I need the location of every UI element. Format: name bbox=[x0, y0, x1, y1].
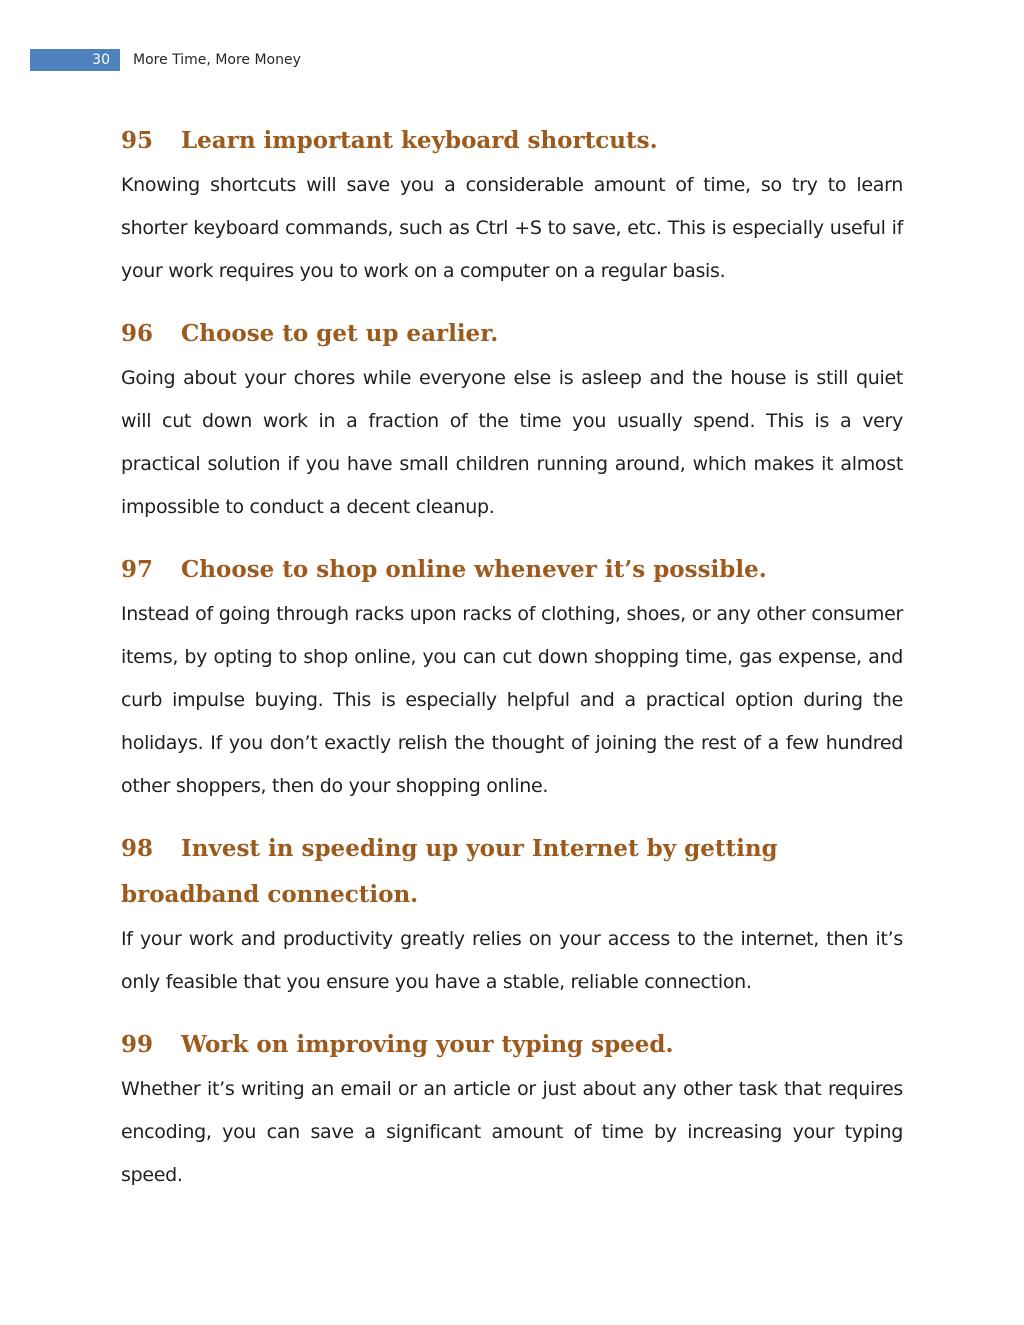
tip-title: Invest in speeding up your Internet by getting broadband connection. bbox=[121, 835, 778, 908]
page-header bbox=[30, 49, 350, 71]
tip-body: Knowing shortcuts will save you a considerable amount of time, so try to learn shorter keyboard commands, such as Ctrl +S to save, etc. This is especially useful if your work requires you to work on a computer on a regular basis. bbox=[121, 174, 903, 282]
page-content bbox=[121, 118, 903, 1215]
tip-number: 99 bbox=[121, 1031, 154, 1058]
tip-heading bbox=[121, 547, 903, 593]
tip-body: Whether it’s writing an email or an article or just about any other task that requires encoding, you can save a significant amount of time by increasing your typing speed. bbox=[121, 1078, 903, 1186]
tip-number: 95 bbox=[121, 127, 154, 154]
tip-title: Choose to get up earlier. bbox=[181, 320, 499, 347]
book-title: More Time, More Money bbox=[133, 52, 301, 68]
tip-title: Choose to shop online whenever it’s possible. bbox=[181, 556, 767, 583]
tip-title: Learn important keyboard shortcuts. bbox=[181, 127, 658, 154]
tip-97 bbox=[121, 547, 903, 808]
tip-heading bbox=[121, 311, 903, 357]
tip-number: 98 bbox=[121, 835, 154, 862]
tip-98 bbox=[121, 826, 903, 1004]
page-number: 30 bbox=[92, 52, 110, 68]
page-number-badge bbox=[30, 49, 120, 71]
tip-body: If your work and productivity greatly relies on your access to the internet, then it’s only feasible that you ensure you have a stable, reliable connection. bbox=[121, 928, 903, 993]
tip-body: Instead of going through racks upon racks of clothing, shoes, or any other consumer items, by opting to shop online, you can cut down shopping time, gas expense, and curb impulse buying. This is especially helpful and a practical option during the holidays. If you don’t exactly relish the thought of joining the rest of a few hundred other shoppers, then do your shopping online. bbox=[121, 603, 903, 797]
tip-96 bbox=[121, 311, 903, 529]
tip-body: Going about your chores while everyone else is asleep and the house is still quiet will cut down work in a fraction of the time you usually spend. This is a very practical solution if you have small children running around, which makes it almost impossible to conduct a decent cleanup. bbox=[121, 367, 903, 518]
tip-heading bbox=[121, 118, 903, 164]
tip-95 bbox=[121, 118, 903, 293]
tip-heading bbox=[121, 826, 903, 918]
tip-title: Work on improving your typing speed. bbox=[181, 1031, 674, 1058]
tip-number: 96 bbox=[121, 320, 154, 347]
tip-number: 97 bbox=[121, 556, 154, 583]
tip-heading bbox=[121, 1022, 903, 1068]
tip-99 bbox=[121, 1022, 903, 1197]
